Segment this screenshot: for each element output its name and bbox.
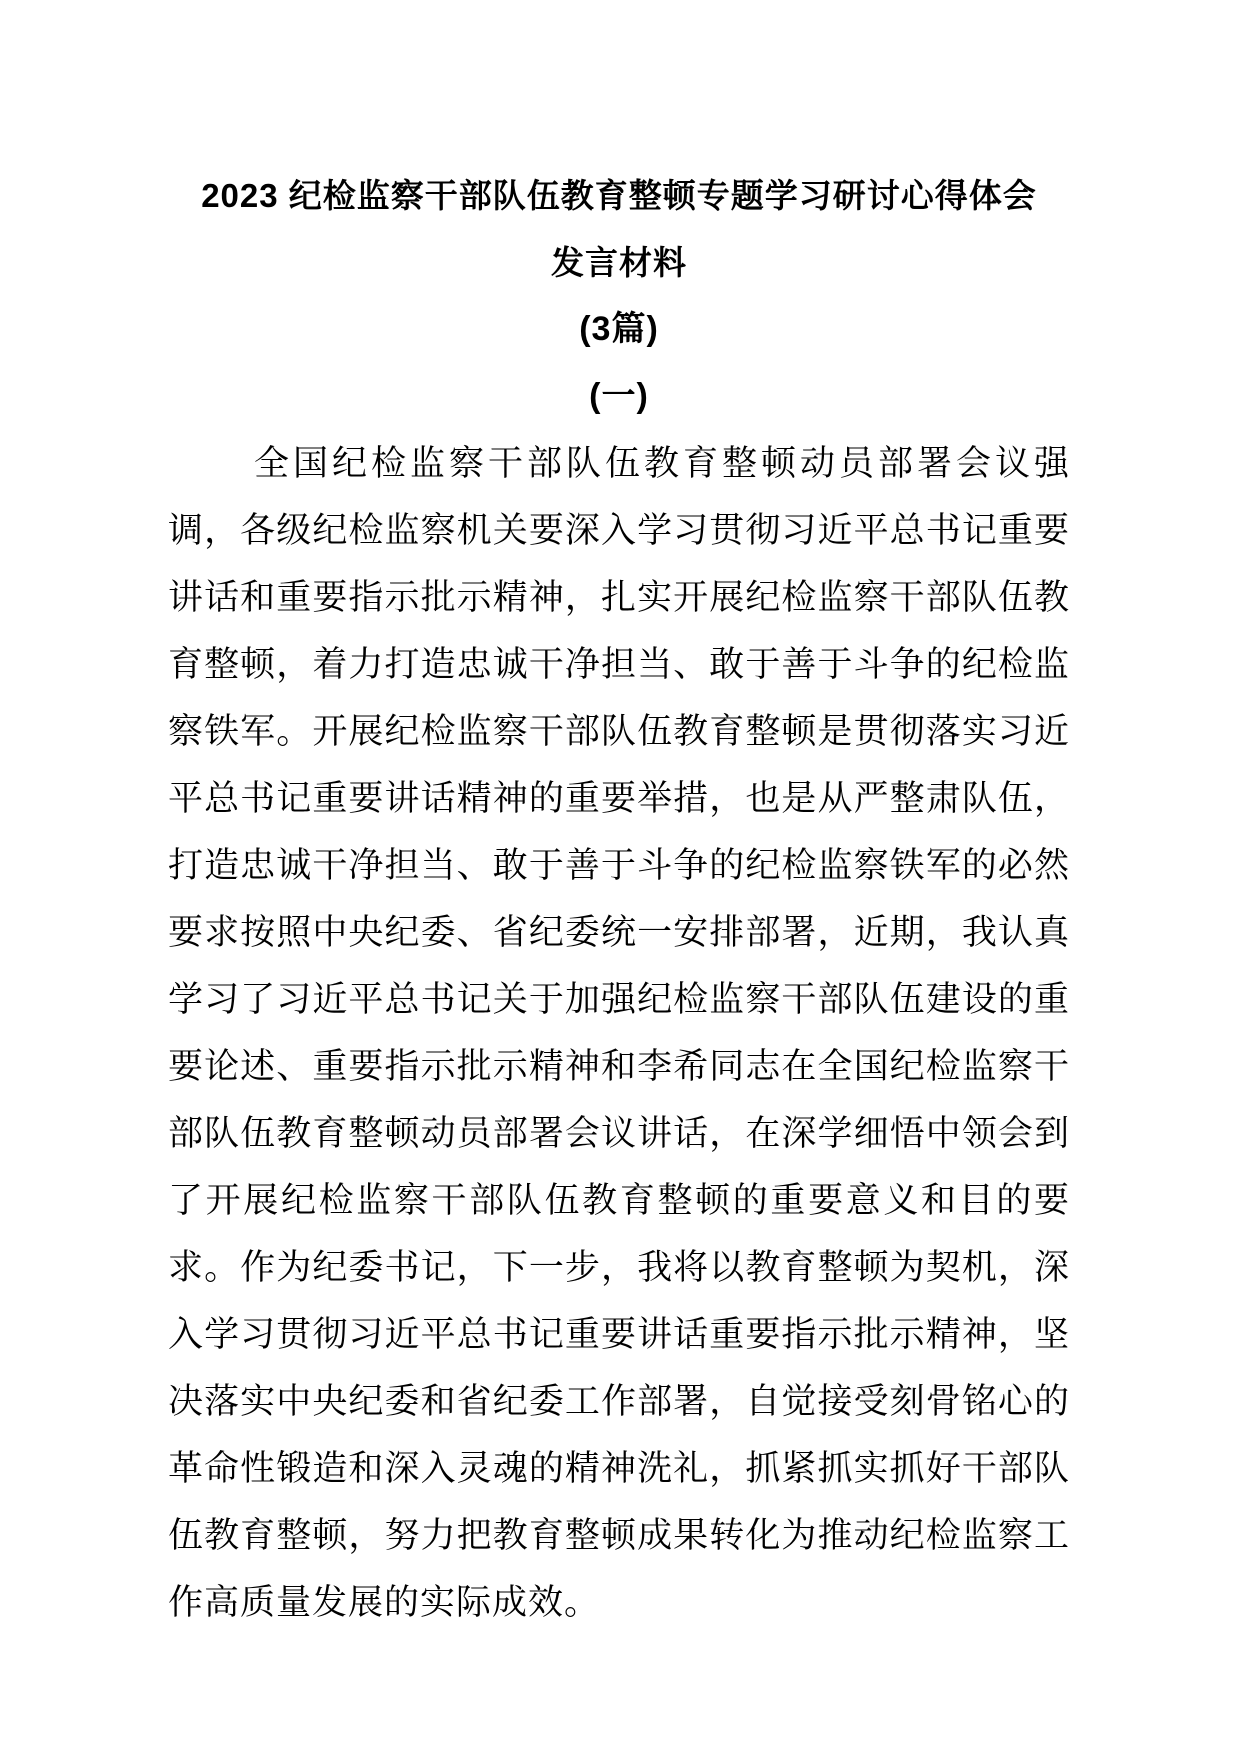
body-paragraph: 全国纪检监察干部队伍教育整顿动员部署会议强调，各级纪检监察机关要深入学习贯彻习近平总书记重要讲话和重要指示批示精神，扎实开展纪检监察干部队伍教育整顿，着力打造忠诚干净担当、敢于善于斗争的纪检监察铁军。开展纪检监察干部队伍教育整顿是贯彻落实习近平总书记重要讲话精神的重要举措，也是从严整肃队伍，打造忠诚干净担当、敢于善于斗争的纪检监察铁军的必然要求按照中央纪委、省纪委统一安排部署，近期，我认真学习了习近平总书记关于加强纪检监察干部队伍建设的重要论述、重要指示批示精神和李希同志在全国纪检监察干部队伍教育整顿动员部署会议讲话，在深学细悟中领会到了开展纪检监察干部队伍教育整顿的重要意义和目的要求。作为纪委书记，下一步，我将以教育整顿为契机，深入学习贯彻习近平总书记重要讲话重要指示批示精神，坚决落实中央纪委和省纪委工作部署，自觉接受刻骨铭心的革命性锻造和深入灵魂的精神洗礼，抓紧抓实抓好干部队伍教育整顿，努力把教育整顿成果转化为推动纪检监察工作高质量发展的实际成效。 xyxy=(168,444,1070,1622)
document-title-line-2: 发言材料 xyxy=(551,244,687,281)
document-title-line-1: 2023 纪检监察干部队伍教育整顿专题学习研讨心得体会 xyxy=(201,177,1037,214)
section-number-label: (一) xyxy=(589,377,649,415)
piece-count-label: (3篇) xyxy=(579,310,659,348)
document-title xyxy=(168,162,1070,296)
